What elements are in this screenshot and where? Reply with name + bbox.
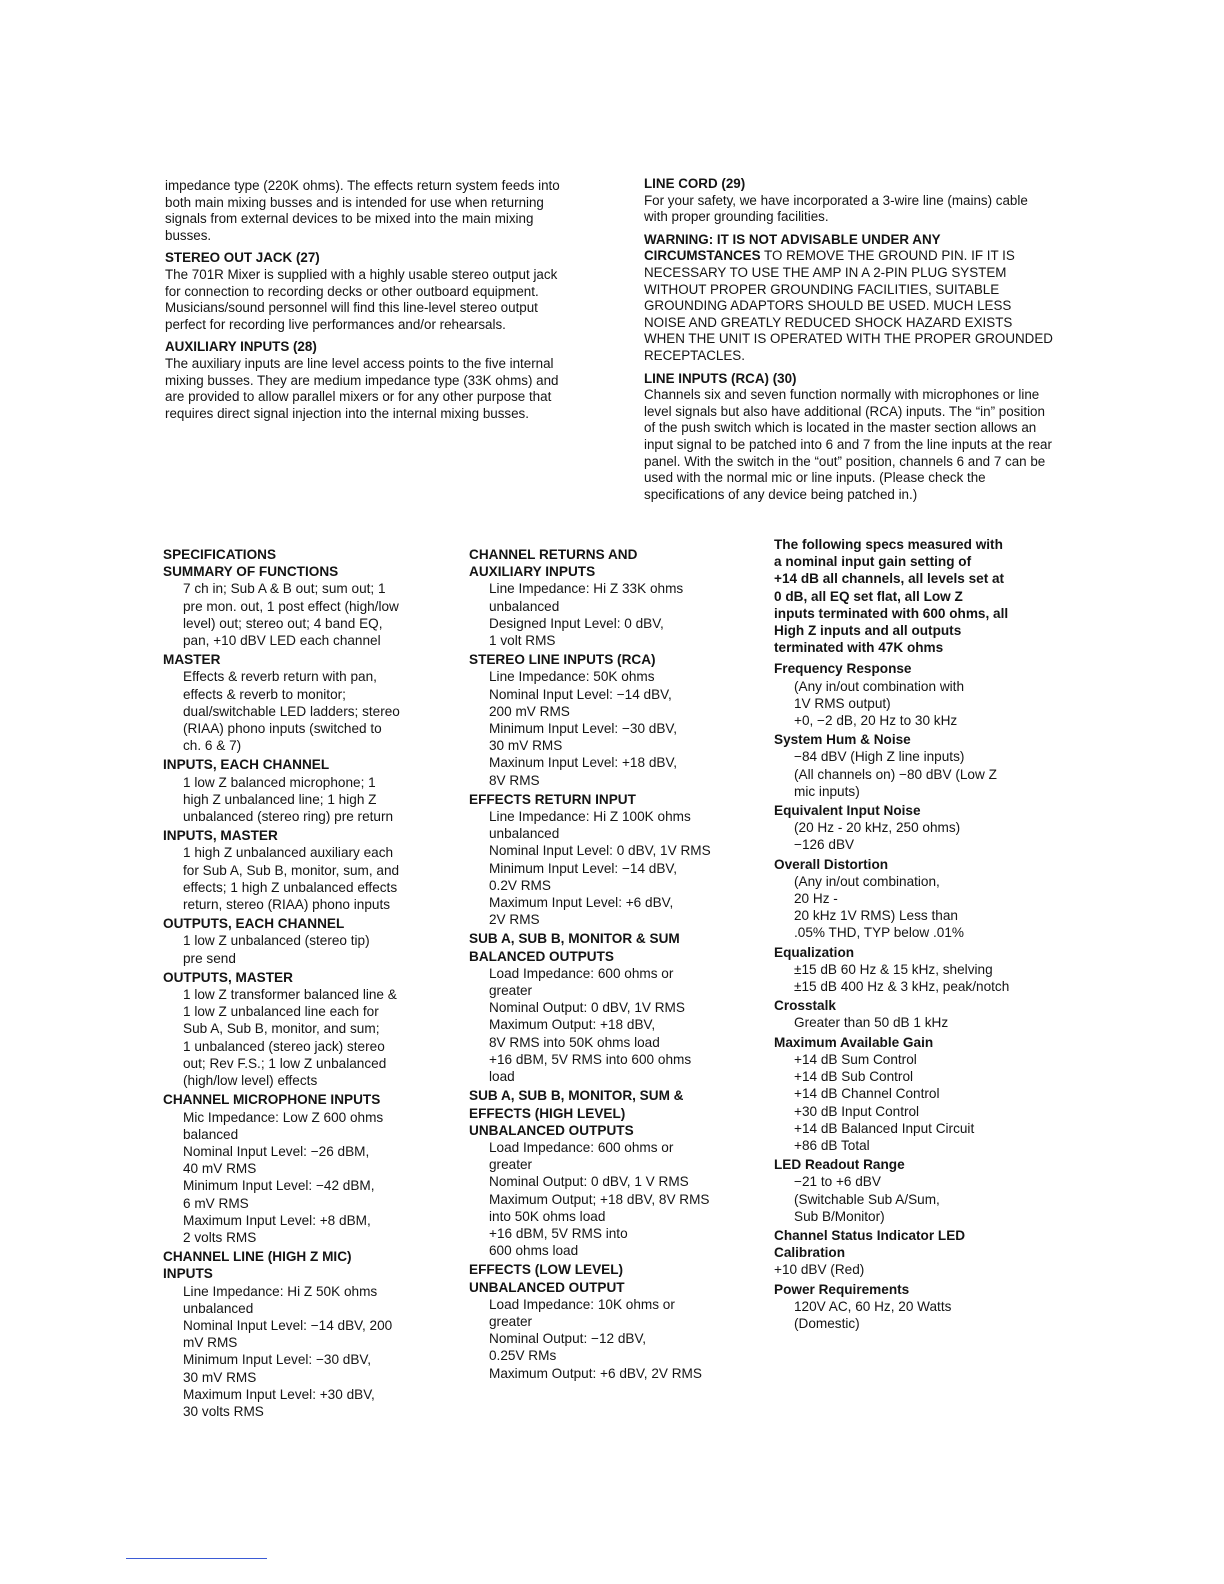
intro-right-column	[644, 176, 1054, 509]
spec-values	[183, 1109, 453, 1247]
spec-line: 1 low Z balanced microphone; 1 high Z unbalanced line; 1 high Z unbalanced (stereo ring) pre return	[183, 774, 394, 825]
spec-values	[183, 844, 453, 913]
spec-line: Nominal Output: 0 dBV, 1V RMS	[489, 1000, 685, 1016]
spec-line: Minimum Input Level: −42 dBM, 6 mV RMS	[183, 1178, 375, 1211]
spec-line: Maxinum Input Level: +18 dBV, 8V RMS	[489, 755, 678, 788]
spec-line: Line Impedance: Hi Z 100K ohms unbalanced	[489, 809, 691, 842]
spec-heading: OUTPUTS, EACH CHANNEL	[163, 916, 345, 932]
line-cord-heading: LINE CORD (29)	[644, 176, 746, 191]
spec-values	[183, 986, 453, 1089]
spec-heading: LED Readout Range	[774, 1157, 905, 1173]
spec-heading: SUB A, SUB B, MONITOR & SUM BALANCED OUTPUTS	[469, 931, 680, 964]
spec-heading: Crosstalk	[774, 998, 836, 1014]
spec-line: Maximum Output: +6 dBV, 2V RMS	[489, 1365, 702, 1381]
spec-heading: Equivalent Input Noise	[774, 803, 921, 819]
spec-line: 7 ch in; Sub A & B out; sum out; 1 pre mon. out, 1 post effect (high/low level) out; stereo out; 4 band EQ, pan, +10 dBV LED each channel	[183, 581, 399, 649]
spec-column-1	[163, 546, 453, 1422]
spec-line: 1 low Z transformer balanced line & 1 low Z unbalanced line each for Sub A, Sub B, monitor, and sum; 1 unbalanced (stereo jack) stereo out; Rev F.S.; 1 low Z unbalanced (high/low level) effects	[183, 987, 397, 1089]
spec-line: Minimum Input Level: −30 dBV, 30 mV RMS	[489, 721, 678, 754]
spec-line: (Any in/out combination, 20 Hz - 20 kHz 1V RMS) Less than .05% THD, TYP below .01%	[794, 873, 965, 941]
spec-line: 1 high Z unbalanced auxiliary each for Sub A, Sub B, monitor, sum, and effects; 1 high Z unbalanced effects return, stereo (RIAA) phono inputs	[183, 845, 400, 913]
spec-values	[489, 808, 759, 928]
spec-heading: Overall Distortion	[774, 856, 889, 872]
spec-line: +86 dB Total	[794, 1137, 870, 1153]
spec-heading: Maximum Available Gain	[774, 1034, 934, 1050]
auxiliary-inputs-heading: AUXILIARY INPUTS (28)	[165, 339, 317, 355]
spec-heading: CHANNEL LINE (HIGH Z MIC) INPUTS	[163, 1249, 352, 1282]
spec-heading: CHANNEL MICROPHONE INPUTS	[163, 1092, 381, 1108]
spec-values	[183, 1283, 453, 1421]
spec-line: Line Impedance: Hi Z 50K ohms unbalanced	[183, 1283, 378, 1316]
spec-heading: SUB A, SUB B, MONITOR, SUM & EFFECTS (HIGH LEVEL) UNBALANCED OUTPUTS	[469, 1088, 684, 1138]
spec-values	[794, 819, 1064, 853]
spec-line: Maximum Input Level: +8 dBM, 2 volts RMS	[183, 1212, 371, 1245]
spec-line: Line Impedance: 50K ohms	[489, 669, 655, 685]
spec-line: +30 dB Input Control	[794, 1103, 920, 1119]
spec-line: ±15 dB 400 Hz & 3 kHz, peak/notch	[794, 979, 1010, 995]
spec-heading: Frequency Response	[774, 661, 912, 677]
spec-line: Load Impedance: 600 ohms or greater	[489, 1139, 674, 1173]
stereo-out-jack-body: The 701R Mixer is supplied with a highly usable stereo output jack for connection to recording decks or other outboard equipment. Musicians/sound personnel will find this line-level stereo output perfect for recording live performances and/or rehearsals.	[165, 266, 558, 332]
line-cord-body: For your safety, we have incorporated a 3-wire line (mains) cable with proper grounding facilities.	[644, 192, 1028, 225]
spec-line: Effects & reverb return with pan, effects & reverb to monitor; dual/switchable LED ladders; stereo (RIAA) phono inputs (switched to ch. 6 & 7)	[183, 669, 400, 754]
spec-line: ±15 dB 60 Hz & 15 kHz, shelving	[794, 961, 993, 977]
spec-values	[774, 1261, 1064, 1278]
spec-heading: OUTPUTS, MASTER	[163, 969, 293, 985]
spec-line: −21 to +6 dBV	[794, 1174, 881, 1190]
spec-values	[794, 748, 1064, 800]
spec-heading: EFFECTS (LOW LEVEL) UNBALANCED OUTPUT	[469, 1262, 625, 1295]
spec-line: +14 dB Sum Control	[794, 1051, 917, 1067]
spec-line: Nominal Output: 0 dBV, 1 V RMS	[489, 1174, 689, 1190]
spec-values	[794, 1298, 1064, 1332]
spec-heading: Power Requirements	[774, 1281, 910, 1297]
spec-values	[489, 965, 759, 1085]
spec-line: Mic Impedance: Low Z 600 ohms balanced	[183, 1109, 384, 1142]
spec-line: 1 low Z unbalanced (stereo tip) pre send	[183, 933, 370, 966]
spec-line: Nominal Input Level: −14 dBV, 200 mV RMS	[183, 1317, 393, 1351]
spec-line: Minimum Input Level: −14 dBV, 0.2V RMS	[489, 860, 678, 893]
spec-values	[794, 1014, 1064, 1031]
spec-values	[794, 678, 1064, 730]
spec-heading: Equalization	[774, 944, 855, 960]
spec-values	[489, 1296, 759, 1382]
spec-line: Load Impedance: 10K ohms or greater	[489, 1296, 675, 1329]
spec-column-3	[774, 536, 1064, 1334]
spec-line: Maximum Output; +18 dBV, 8V RMS into 50K ohms load	[489, 1191, 710, 1224]
spec-line: −126 dBV	[794, 837, 855, 853]
spec-line: Nominal Output: −12 dBV, 0.25V RMs	[489, 1331, 647, 1364]
spec-line: Maximum Output: +18 dBV, 8V RMS into 50K ohms load	[489, 1017, 660, 1050]
stereo-out-jack-heading: STEREO OUT JACK (27)	[165, 250, 320, 266]
spec-line: (Switchable Sub A/Sum, Sub B/Monitor)	[794, 1191, 940, 1224]
spec-line: +10 dBV (Red)	[774, 1262, 865, 1278]
spec-values	[183, 932, 453, 966]
spec-line: Minimum Input Level: −30 dBV, 30 mV RMS	[183, 1352, 372, 1385]
spec-line: Maximum Input Level: +30 dBV, 30 volts RMS	[183, 1386, 375, 1419]
footnote-rule	[126, 1558, 267, 1559]
spec-line: Nominal Input Level: 0 dBV, 1V RMS	[489, 843, 711, 859]
spec-line: Greater than 50 dB 1 kHz	[794, 1015, 949, 1031]
spec-values	[489, 1139, 759, 1259]
spec-values	[183, 668, 453, 754]
spec-heading: INPUTS, EACH CHANNEL	[163, 757, 330, 773]
spec-line: Load Impedance: 600 ohms or greater	[489, 965, 674, 999]
spec-values	[794, 1051, 1064, 1154]
line-inputs-heading: LINE INPUTS (RCA) (30)	[644, 370, 797, 386]
spec-heading: EFFECTS RETURN INPUT	[469, 791, 636, 807]
spec-line: +14 dB Channel Control	[794, 1086, 940, 1102]
spec-line: Designed Input Level: 0 dBV, 1 volt RMS	[489, 615, 664, 649]
spec-values	[794, 1173, 1064, 1225]
spec-values	[183, 580, 453, 649]
spec-values	[794, 961, 1064, 995]
measurement-conditions: The following specs measured with a nominal input gain setting of +14 dB all channels, all levels set at 0 dB, all EQ set flat, all Low Z inputs terminated with 600 ohms, all High Z inputs and all outputs terminated with 47K ohms	[774, 537, 1009, 656]
spec-heading: System Hum & Noise	[774, 732, 911, 748]
spec-line: (20 Hz - 20 kHz, 250 ohms)	[794, 820, 961, 836]
intro-left-column	[165, 178, 575, 428]
spec-values	[489, 580, 759, 649]
spec-line: +16 dBM, 5V RMS into 600 ohms load	[489, 1225, 628, 1259]
intro-continuation: impedance type (220K ohms). The effects return system feeds into both main mixing busses and is intended for use when returning signals from external devices to be mixed into the main mixing busses.	[165, 178, 560, 243]
spec-line: Maximum Input Level: +6 dBV, 2V RMS	[489, 895, 674, 928]
spec-heading: CHANNEL RETURNS AND AUXILIARY INPUTS	[469, 547, 638, 580]
spec-line: Line Impedance: Hi Z 33K ohms unbalanced	[489, 581, 684, 614]
spec-column-2	[469, 546, 759, 1384]
spec-line: +14 dB Sub Control	[794, 1069, 914, 1085]
warning-body: TO REMOVE THE GROUND PIN. IF IT IS NECESSARY TO USE THE AMP IN A 2-PIN PLUG SYSTEM WITHOUT PROPER GROUNDING FACILITIES, SUITABLE GROUNDING ADAPTORS SHOULD BE USED. MUCH LESS NOISE AND GREATLY REDUCED SHOCK HAZARD EXISTS WHEN THE UNIT IS OPERATED WITH THE PROPER GROUNDED RECEPTACLES.	[644, 248, 1053, 363]
spec-line: Nominal Input Level: −14 dBV, 200 mV RMS	[489, 686, 672, 719]
spec-line: +16 dBM, 5V RMS into 600 ohms load	[489, 1051, 692, 1085]
spec-heading: INPUTS, MASTER	[163, 828, 278, 844]
spec-line: −84 dBV (High Z line inputs)	[794, 749, 965, 765]
grounding-warning	[644, 232, 1054, 365]
spec-values	[183, 774, 453, 826]
spec-line: (Any in/out combination with 1V RMS output)	[794, 678, 965, 711]
spec-heading: SUMMARY OF FUNCTIONS	[163, 564, 339, 580]
spec-line: +0, −2 dB, 20 Hz to 30 kHz	[794, 713, 958, 729]
spec-values	[794, 873, 1064, 942]
spec-line: 120V AC, 60 Hz, 20 Watts (Domestic)	[794, 1298, 952, 1331]
line-inputs-body: Channels six and seven function normally with microphones or line level signals but also have additional (RCA) inputs. The “in” position of the push switch which is located in the master section allows an input signal to be patched into 6 and 7 from the line inputs at the rear panel. With the switch in the “out” position, channels 6 and 7 can be used with the normal mic or line inputs. (Please check the specifications of any device being patched in.)	[644, 387, 1052, 502]
specifications-title: SPECIFICATIONS	[163, 547, 277, 562]
spec-heading: MASTER	[163, 652, 221, 668]
spec-line: (All channels on) −80 dBV (Low Z mic inputs)	[794, 766, 997, 799]
auxiliary-inputs-body: The auxiliary inputs are line level access points to the five internal mixing busses. They are medium impedance type (33K ohms) and are provided to allow parallel mixers or for any other purpose that requires direct signal injection into the internal mixing busses.	[165, 355, 559, 421]
warning-lead: WARNING: IT IS NOT ADVISABLE UNDER ANY CIRCUMSTANCES	[644, 231, 941, 264]
spec-values	[489, 668, 759, 788]
spec-line: +14 dB Balanced Input Circuit	[794, 1120, 975, 1136]
spec-heading: STEREO LINE INPUTS (RCA)	[469, 652, 656, 668]
spec-line: Nominal Input Level: −26 dBM, 40 mV RMS	[183, 1143, 370, 1177]
spec-heading: Channel Status Indicator LED Calibration	[774, 1227, 966, 1261]
